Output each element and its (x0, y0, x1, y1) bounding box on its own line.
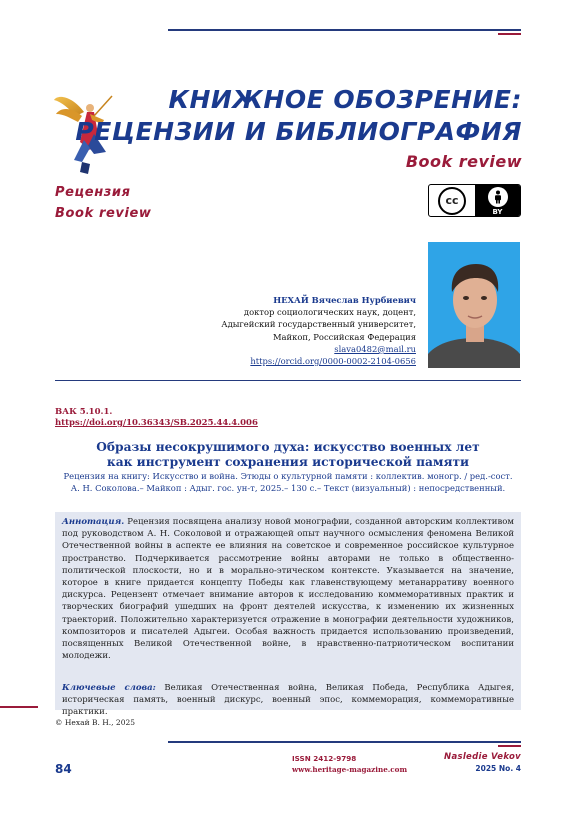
section-label-en: Book review (55, 206, 152, 221)
doi-link[interactable]: https://doi.org/10.36343/SB.2025.44.4.006 (55, 418, 258, 428)
keywords-label: Ключевые слова: (62, 683, 156, 693)
issn: ISSN 2412-9798 (292, 754, 357, 763)
header-title-line2: РЕЦЕНЗИИ И БИБЛИОГРАФИЯ (75, 117, 522, 146)
by-label: BY (492, 208, 503, 216)
cc-by-license-badge[interactable] (428, 184, 521, 217)
book-reference (55, 470, 521, 494)
article-title-line2: как инструмент сохранения исторической памяти (106, 455, 470, 469)
article-title (55, 440, 521, 470)
header-rule (168, 29, 521, 31)
attribution-person-icon (488, 187, 508, 207)
margin-accent (0, 706, 38, 708)
article-title-line1: Образы несокрушимого духа: искусство военных лет (96, 440, 480, 454)
author-affiliation: Адыгейский государственный университет, (221, 319, 416, 330)
journal-issue: 2025 No. 4 (475, 764, 521, 773)
keywords (62, 682, 514, 719)
book-reference-line2: А. Н. Соколова.– Майкоп : Адыг. гос. ун-т, 2025.– 130 с.– Текст (визуальный) : непосредственный. (70, 483, 506, 493)
page-number: 84 (55, 762, 72, 776)
header-subtitle: Book review (405, 152, 522, 171)
header-title-line1: КНИЖНОЕ ОБОЗРЕНИЕ: (168, 85, 522, 114)
author-info (221, 294, 416, 367)
author-photo (428, 242, 520, 368)
author-email-link[interactable]: slava0482@mail.ru (334, 343, 416, 354)
abstract-label: Аннотация. (62, 517, 125, 527)
abstract (62, 516, 514, 662)
header-rule-accent (498, 33, 521, 35)
section-label-ru: Рецензия (55, 185, 131, 200)
section-divider (55, 380, 521, 381)
author-name: НЕХАЙ Вячеслав Нурбиевич (273, 295, 416, 305)
copyright: © Нехай В. Н., 2025 (55, 718, 136, 727)
footer-rule (168, 741, 521, 743)
footer-rule-accent (498, 745, 521, 747)
book-reference-line1: Рецензия на книгу: Искусство и война. Этюды о культурной памяти : коллектив. моногр. / ред.-сост. (63, 471, 513, 481)
journal-website-link[interactable]: www.heritage-magazine.com (292, 765, 408, 774)
keywords-text: Великая Отечественная война, Великая Победа, Республика Адыгея, историческая память, военный дискурс, военный эпос, коммеморация, коммеморативные практики. (62, 683, 515, 718)
author-location: Майкоп, Российская Федерация (272, 331, 416, 342)
abstract-text: Рецензия посвящена анализу новой монографии, созданной авторским коллективом под руководством А. Н. Соколовой и отражающей опыт научного осмысления феномена Великой Отечественной войны в аспекте ее влияния на советское и современное российское культурное пространство. Подчеркивается рассмотрение войны авторами не только в общественно-политической плоскости, но и в морально-этическом контексте. Указывается на значение, которое в книге придается концепту Победы как главенствующему метанарративу военного дискурса. Рецензент отмечает внимание авторов к исследованию коммеморативных практик и творческих биографий ушедших на фронт деятелей искусства, к изменению их жизненных траекторий. Положительно характеризуется отражение в монографии деятельности художников, композиторов и писателей Адыгеи. Особая важность придается использованию произведений, посвященных Великой Отечественной войне, в нравственно-патриотическом воспитании молодежи. (62, 517, 514, 662)
author-orcid-link[interactable]: https://orcid.org/0000-0002-2104-0656 (250, 356, 416, 367)
cc-icon: cc (438, 187, 466, 215)
author-degree: доктор социологических наук, доцент, (243, 307, 416, 318)
vak-code: ВАК 5.10.1. (55, 407, 113, 417)
journal-name: Nasledie Vekov (444, 752, 521, 762)
